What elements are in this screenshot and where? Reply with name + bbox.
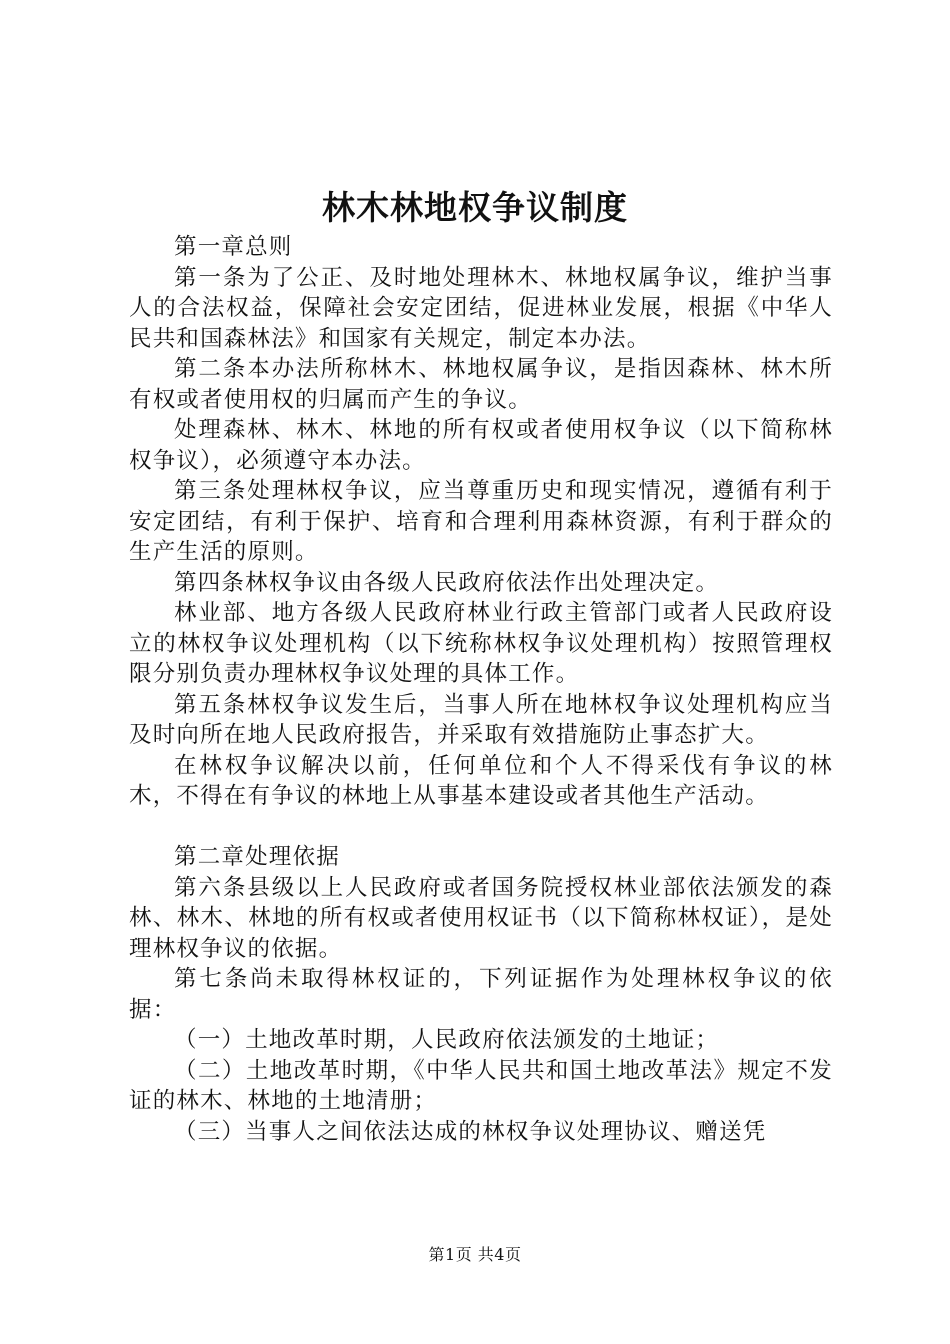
article-paragraph: 第七条尚未取得林权证的，下列证据作为处理林权争议的依据： <box>129 966 833 1023</box>
article-paragraph: 处理森林、林木、林地的所有权或者使用权争议（以下简称林权争议），必须遵守本办法。 <box>129 417 833 474</box>
page-number: 第1页 共4页 <box>428 1245 522 1264</box>
chapter-heading: 第二章处理依据 <box>174 844 340 870</box>
list-item: （二）土地改革时期，《中华人民共和国土地改革法》规定不发证的林木、林地的土地清册； <box>129 1057 833 1114</box>
blank-line <box>129 812 833 843</box>
article-paragraph: 林业部、地方各级人民政府林业行政主管部门或者人民政府设立的林权争议处理机构（以下统称林权争议处理机构）按照管理权限分别负责办理林权争议处理的具体工作。 <box>129 600 833 687</box>
article-paragraph: 第二条本办法所称林木、林地权属争议，是指因森林、林木所有权或者使用权的归属而产生的争议。 <box>129 356 833 413</box>
article-paragraph: 在林权争议解决以前，任何单位和个人不得采伐有争议的林木，不得在有争议的林地上从事基本建设或者其他生产活动。 <box>129 752 833 809</box>
article-paragraph: 第三条处理林权争议，应当尊重历史和现实情况，遵循有利于安定团结，有利于保护、培育和合理利用森林资源，有利于群众的生产生活的原则。 <box>129 478 833 565</box>
list-item: （三）当事人之间依法达成的林权争议处理协议、赠送凭 <box>174 1118 767 1145</box>
article-paragraph: 第一条为了公正、及时地处理林木、林地权属争议，维护当事人的合法权益，保障社会安定团结，促进林业发展，根据《中华人民共和国森林法》和国家有关规定，制定本办法。 <box>129 264 833 352</box>
document-title: 林木林地权争议制度 <box>322 188 628 227</box>
article-paragraph: 第四条林权争议由各级人民政府依法作出处理决定。 <box>174 569 720 596</box>
list-item: （一）土地改革时期，人民政府依法颁发的土地证； <box>174 1027 720 1053</box>
article-paragraph: 第六条县级以上人民政府或者国务院授权林业部依法颁发的森林、林木、林地的所有权或者使用权证书（以下简称林权证），是处理林权争议的依据。 <box>129 874 833 962</box>
chapter-heading: 第一章总则 <box>174 234 293 260</box>
document-body <box>129 232 833 1147</box>
article-paragraph: 第五条林权争议发生后，当事人所在地林权争议处理机构应当及时向所在地人民政府报告，并采取有效措施防止事态扩大。 <box>129 691 833 748</box>
